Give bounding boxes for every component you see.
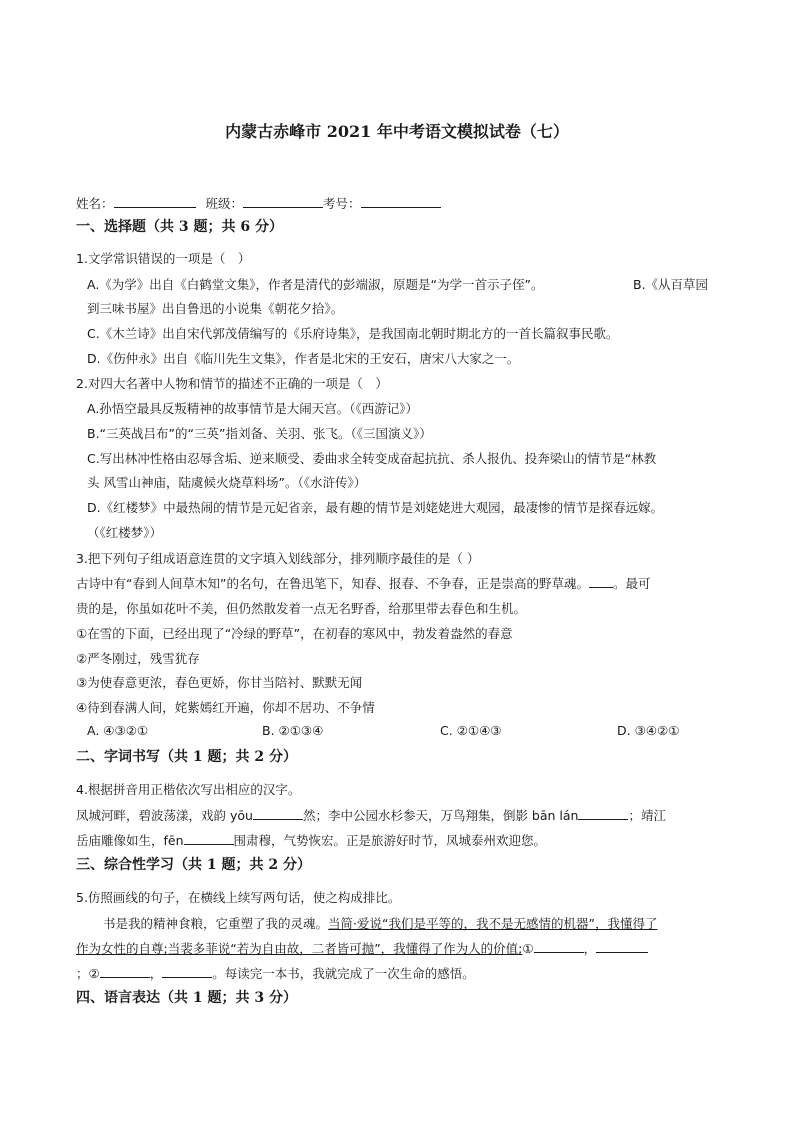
class-label: 班级： (205, 196, 244, 211)
q4-blank-1[interactable] (253, 806, 303, 820)
q5-line1 (103, 914, 657, 932)
q3-option-c: C. ②①④③ (440, 723, 502, 738)
number-label: 考号： (323, 196, 361, 211)
q2-option-d-part2: （《红楼梦》） (87, 525, 163, 540)
q4-text-4: 岳庙雕像如生，fēn (76, 833, 184, 848)
q1-option-b-part2: 到三味书屋》出自鲁迅的小说集《朝花夕拾》。 (87, 301, 344, 316)
q4-stem: 4.根据拼音用正楷依次写出相应的汉字。 (76, 782, 301, 797)
q3-stem: 3.把下列句子组成语意连贯的文字填入划线部分，排列顺序最佳的是（ ） (76, 551, 480, 566)
q5-marker-1: ① (522, 941, 534, 956)
q3-passage-line2: 贵的是，你虽如花叶不美，但仍然散发着一点无名野香，给那里带去春色和生机。 (76, 601, 527, 616)
q2-option-b: B.“三英战吕布”的“三英”指刘备、关羽、张飞。（《三国演义》） (87, 426, 432, 441)
q5-marker-2: ；② (76, 966, 100, 981)
q3-option-a: A. ④③②① (87, 723, 149, 738)
name-blank[interactable] (114, 194, 196, 208)
q3-answer-blank[interactable] (589, 574, 613, 588)
q4-blank-3[interactable] (184, 831, 234, 845)
section-heading-1: 一、选择题（共 3 题；共 6 分） (76, 219, 283, 235)
q5-blank-4[interactable] (162, 964, 212, 978)
q3-sentence-2: ②严冬刚过，残雪犹存 (76, 651, 200, 666)
q4-text-2: 然；李中公园水杉参天，万鸟翔集，倒影 bān lán (302, 808, 579, 823)
section-heading-2: 二、字词书写（共 1 题；共 2 分） (76, 749, 297, 765)
number-blank[interactable] (361, 194, 441, 208)
q4-line1 (76, 806, 666, 824)
q4-text-5: 围肃穆，气势恢宏。正是旅游好时节，凤城泰州欢迎您。 (233, 833, 547, 848)
q3-sentence-3: ③为使春意更浓，春色更娇，你甘当陪衬、默默无闻 (76, 675, 363, 690)
q3-sentence-4: ④待到春满人间，姹紫嫣红开遍，你却不居功、不争情 (76, 700, 375, 715)
q5-blank-2[interactable] (596, 939, 648, 953)
q3-passage-line1 (76, 574, 650, 592)
q5-underlined-1: 当简·爱说“我们是平等的，我不是无感情的机器”，我懂得了 (328, 916, 658, 931)
q1-option-d: D.《伤仲永》出自《临川先生文集》，作者是北宋的王安石，唐宋八大家之一。 (87, 351, 520, 366)
student-info (76, 194, 441, 212)
q2-option-c-part2: 头 风雪山神庙，陆虞候火烧草料场”。（《水浒传》） (87, 475, 367, 490)
q4-line2 (76, 831, 546, 849)
name-label: 姓名： (76, 196, 114, 211)
q5-stem: 5.仿照画线的句子，在横线上续写两句话，使之构成排比。 (76, 890, 401, 905)
page-title: 内蒙古赤峰市 2021 年中考语文模拟试卷（七） (225, 122, 569, 141)
q3-option-b: B. ②①③④ (262, 723, 324, 738)
q3-sentence-1: ①在雪的下面，已经出现了“冷绿的野草”，在初春的寒风中，勃发着盎然的春意 (76, 626, 513, 641)
section-heading-4: 四、语言表达（共 1 题；共 3 分） (76, 990, 297, 1006)
q5-blank-1[interactable] (534, 939, 584, 953)
q2-option-a: A.孙悟空最具反叛精神的故事情节是大闹天宫。（《西游记》） (87, 401, 419, 416)
q5-comma-2: ， (149, 966, 163, 981)
q5-line2 (76, 939, 648, 957)
q1-stem: 1.文学常识错误的一项是（ ） (76, 251, 251, 266)
q5-blank-3[interactable] (100, 964, 150, 978)
q1-option-b-part1: B.《从百草园 (633, 277, 709, 292)
q5-text-end: 。每读完一本书，我就完成了一次生命的感悟。 (212, 966, 475, 981)
q1-option-a: A.《为学》出自《白鹤堂文集》，作者是清代的彭端淑，原题是“为学一首示子侄”。 (87, 277, 544, 292)
q4-text-1: 凤城河畔，碧波荡漾，戏韵 yōu (76, 808, 253, 823)
class-blank[interactable] (243, 194, 323, 208)
q5-comma-1: ， (583, 941, 597, 956)
q1-option-c: C.《木兰诗》出自宋代郭茂倩编写的《乐府诗集》，是我国南北朝时期北方的一首长篇叙事民歌。 (87, 326, 619, 341)
q4-text-3: ；靖江 (628, 808, 666, 823)
q5-underlined-2: 作为女性的自尊; (76, 941, 168, 956)
q2-option-d-part1: D.《红楼梦》中最热闹的情节是元妃省亲，最有趣的情节是刘姥姥进大观园，最凄惨的情节是探春远嫁。 (87, 500, 664, 515)
q3-option-d: D. ③④②① (617, 723, 680, 738)
q2-option-c-part1: C.写出林冲性格由忍辱含垢、逆来顺受、委曲求全转变成奋起抗抗、杀人报仇、投奔梁山的情节是“林教 (87, 451, 657, 466)
q2-stem: 2.对四大名著中人物和情节的描述不正确的一项是（ ） (76, 376, 388, 391)
q5-underlined-3: 当裴多菲说“若为自由故，二者皆可抛”，我懂得了作为人的价值; (167, 941, 523, 956)
q4-blank-2[interactable] (578, 806, 628, 820)
section-heading-3: 三、综合性学习（共 1 题；共 2 分） (76, 857, 311, 873)
q3-passage-text: 古诗中有“春到人间草木知”的名句，在鲁迅笔下，知春、报春、不争春，正是崇高的野草魂。 (76, 576, 589, 591)
q3-passage-text-cont: 。最可 (612, 576, 651, 591)
q5-text-1: 书是我的精神食粮，它重塑了我的灵魂。 (103, 916, 329, 931)
q5-line3 (76, 964, 475, 982)
